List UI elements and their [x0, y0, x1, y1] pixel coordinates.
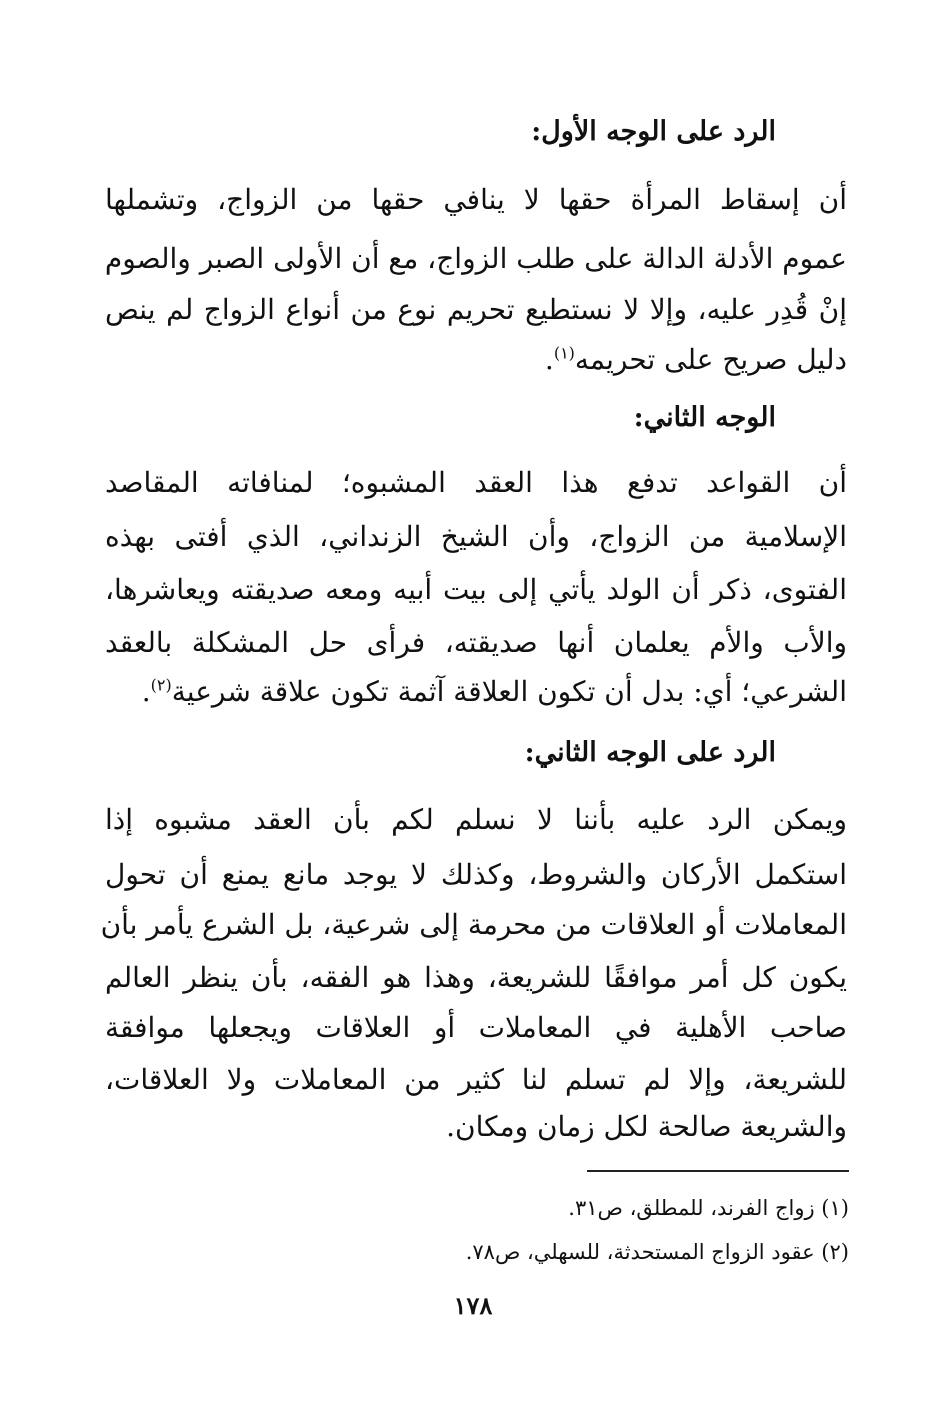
footnote-2: (٢) عقود الزواج المستحدثة، للسهلي، ص٧٨.: [465, 1240, 849, 1264]
paragraph-2-end: .: [141, 675, 151, 708]
paragraph-2-line-1: أن القواعد تدفع هذا العقد المشبوه؛ لمنافاته المقاصد: [105, 466, 847, 499]
section-heading-3: الرد على الوجه الثاني:: [524, 737, 776, 768]
page-number: ١٧٨: [453, 1291, 493, 1320]
paragraph-3-line-2: استكمل الأركان والشروط، وكذلك لا يوجد مانع يمنع أن تحول: [105, 858, 847, 891]
paragraph-3-line-3: المعاملات أو العلاقات من محرمة إلى شرعية، بل الشرع يأمر بأن: [100, 908, 847, 941]
paragraph-3-line-5: صاحب الأهلية في المعاملات أو العلاقات ويجعلها موافقة: [105, 1011, 847, 1044]
paragraph-3-line-4: يكون كل أمر موافقًا للشريعة، وهذا هو الفقه، بأن ينظر العالم: [105, 961, 847, 994]
footnote-ref-2: (٢): [150, 675, 172, 695]
paragraph-2-line-5: [105, 672, 847, 712]
paragraph-1-line-2: عموم الأدلة الدالة على طلب الزواج، مع أن الأولى الصبر والصوم: [104, 242, 847, 275]
paragraph-2-line-5-text: الشرعي؛ أي: بدل أن تكون العلاقة آثمة تكون علاقة شرعية: [171, 675, 847, 708]
footnote-separator: [587, 1170, 849, 1172]
paragraph-2-line-2: الإسلامية من الزواج، وأن الشيخ الزنداني، الذي أفتى بهذه: [105, 520, 847, 553]
paragraph-3-line-1: ويمكن الرد عليه بأننا لا نسلم لكم بأن العقد مشبوه إذا: [105, 803, 847, 836]
paragraph-3-line-6: للشريعة، وإلا لم تسلم لنا كثير من المعاملات ولا العلاقات،: [105, 1063, 847, 1096]
paragraph-2-line-3: الفتوى، ذكر أن الولد يأتي إلى بيت أبيه ومعه صديقته ويعاشرها،: [105, 573, 847, 606]
paragraph-1-line-4-text: دليل صريح على تحريمه: [574, 343, 847, 376]
paragraph-1-line-4: [105, 340, 847, 380]
paragraph-1-line-1: أن إسقاط المرأة حقها لا ينافي حقها من الزواج، وتشملها: [105, 183, 847, 216]
paragraph-2-line-4: والأب والأم يعلمان أنها صديقته، فرأى حل المشكلة بالعقد: [105, 626, 847, 659]
footnote-1: (١) زواج الفرند، للمطلق، ص٣١.: [568, 1196, 849, 1220]
paragraph-3-line-7: والشريعة صالحة لكل زمان ومكان.: [446, 1110, 847, 1143]
paragraph-1-end: .: [544, 343, 554, 376]
paragraph-1-line-3: إنْ قُدِر عليه، وإلا لا نستطيع تحريم نوع من أنواع الزواج لم ينص: [105, 293, 847, 326]
section-heading-1: الرد على الوجه الأول:: [531, 116, 776, 147]
footnote-ref-1: (١): [553, 343, 575, 363]
section-heading-2: الوجه الثاني:: [633, 402, 776, 433]
